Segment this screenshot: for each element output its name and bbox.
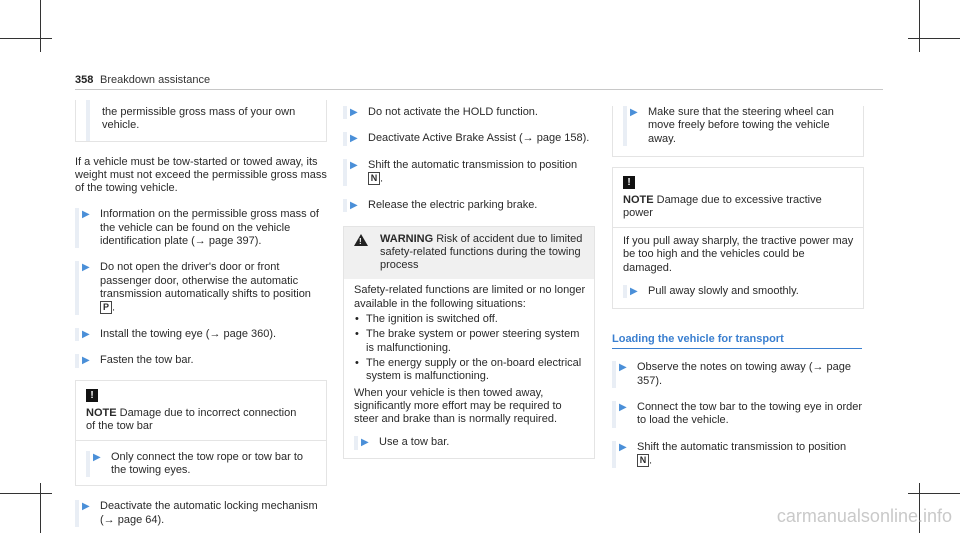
intro-paragraph: If a vehicle must be tow-started or towed away, its weight must not exceed the permissible gross mass of the towing vehicle. bbox=[75, 155, 327, 195]
arrow-icon: ▶ bbox=[82, 501, 90, 513]
arrow-icon: ▶ bbox=[93, 451, 101, 463]
note-heading bbox=[623, 194, 835, 221]
crop-mark bbox=[919, 0, 920, 52]
watermark: carmanualsonline.info bbox=[776, 506, 952, 526]
step-text: Information on the permissible gross mass of the vehicle can be found on the vehicle identification plate (→ page 397). bbox=[100, 208, 319, 248]
section-rule bbox=[612, 348, 862, 349]
warning-body bbox=[344, 279, 594, 457]
step-item bbox=[612, 361, 864, 388]
step-bar bbox=[86, 100, 90, 141]
crop-mark bbox=[908, 493, 960, 494]
step-item bbox=[75, 354, 327, 367]
exclamation-icon: ! bbox=[86, 389, 98, 402]
step-text: Observe the notes on towing away (→ page 357). bbox=[637, 361, 852, 387]
step-text: Make sure that the steering wheel can move freely before towing the vehicle away. bbox=[648, 106, 834, 145]
continued-warning-box bbox=[612, 106, 864, 157]
arrow-icon: ▶ bbox=[619, 441, 627, 453]
crop-mark bbox=[908, 38, 960, 39]
step-item bbox=[75, 328, 327, 341]
arrow-icon: ▶ bbox=[619, 401, 627, 413]
arrow-icon: ▶ bbox=[82, 209, 90, 221]
warning-after: When your vehicle is then towed away, significantly more effort may be required to steer and brake than is normally required. bbox=[354, 386, 562, 426]
step-item bbox=[343, 132, 595, 145]
step-text: Deactivate Active Brake Assist (→ page 158). bbox=[368, 132, 590, 145]
warning-header bbox=[344, 227, 594, 280]
step-item bbox=[612, 401, 864, 428]
column-2 bbox=[343, 94, 595, 459]
step-text: Install the towing eye (→ page 360). bbox=[100, 327, 277, 340]
note-box bbox=[75, 380, 327, 487]
arrow-icon: ▶ bbox=[350, 199, 358, 211]
step-text: Connect the tow bar to the towing eye in order to load the vehicle. bbox=[637, 400, 863, 427]
gear-n-symbol: N bbox=[368, 172, 380, 185]
arrow-icon: ▶ bbox=[82, 262, 90, 274]
step-item bbox=[612, 441, 864, 468]
gear-p-symbol: P bbox=[100, 301, 112, 314]
note-title: Damage due to excessive tractive power bbox=[623, 193, 822, 220]
column-3 bbox=[612, 94, 864, 468]
step-item bbox=[623, 285, 855, 298]
crop-mark bbox=[0, 493, 52, 494]
step-text: Shift the automatic transmission to position N . bbox=[637, 440, 847, 467]
list-item: • The brake system or power steering system is malfunctioning. bbox=[354, 328, 586, 355]
arrow-icon: ▶ bbox=[350, 133, 358, 145]
step-text: Do not open the driver's door or front passenger door, otherwise the automatic transmission automatically shifts to position P . bbox=[100, 261, 311, 314]
page-number: 358 bbox=[75, 74, 94, 86]
section-heading bbox=[612, 333, 864, 349]
header-rule bbox=[75, 89, 883, 90]
step-item bbox=[623, 106, 855, 146]
warning-label: WARNING bbox=[380, 232, 434, 245]
arrow-icon: ▶ bbox=[630, 107, 638, 118]
crop-mark bbox=[0, 38, 52, 39]
warning-title: Risk of accident due to limited safety-related functions during the towing process bbox=[380, 232, 583, 272]
arrow-icon: ▶ bbox=[350, 159, 358, 171]
warning-intro: Safety-related functions are limited or no longer available in the following situations: bbox=[354, 284, 586, 310]
step-text: Fasten the tow bar. bbox=[100, 354, 194, 367]
list-item: • The ignition is switched off. bbox=[354, 313, 586, 326]
step-text-main: Shift the automatic transmission to position bbox=[368, 158, 578, 171]
note-body-text: If you pull away sharply, the tractive power may be too high and the vehicles could be damaged. bbox=[623, 235, 854, 274]
note-heading bbox=[86, 407, 298, 434]
crop-mark bbox=[40, 483, 41, 533]
note-header bbox=[76, 381, 326, 440]
step-item bbox=[75, 208, 327, 248]
warning-list bbox=[354, 313, 586, 383]
arrow-icon: ▶ bbox=[350, 107, 358, 118]
step-text: Deactivate the automatic locking mechanism (→ page 64). bbox=[100, 500, 318, 526]
step-text: Only connect the tow rope or tow bar to the towing eyes. bbox=[111, 450, 303, 477]
note-title: Damage due to incorrect connection of the tow bar bbox=[86, 406, 297, 432]
step-item bbox=[343, 106, 595, 119]
exclamation-icon: ! bbox=[623, 176, 635, 189]
step-item bbox=[354, 436, 586, 449]
note-header bbox=[613, 168, 863, 227]
step-text-main: Do not open the driver's door or front passenger door, otherwise the automatic transmission automatically shifts to position bbox=[100, 261, 311, 300]
arrow-icon: ▶ bbox=[630, 286, 638, 298]
continued-note-box bbox=[75, 100, 327, 142]
step-text: Use a tow bar. bbox=[379, 436, 450, 449]
note-body bbox=[76, 440, 326, 486]
note-body bbox=[613, 227, 863, 308]
step-item bbox=[343, 159, 595, 186]
note-label: NOTE bbox=[623, 193, 654, 206]
step-text: Do not activate the HOLD function. bbox=[368, 106, 538, 118]
step-text: Pull away slowly and smoothly. bbox=[648, 285, 799, 298]
step-text: Release the electric parking brake. bbox=[368, 198, 538, 211]
warning-heading bbox=[380, 233, 586, 273]
step-text: Shift the automatic transmission to position N . bbox=[368, 158, 578, 185]
arrow-icon: ▶ bbox=[619, 362, 627, 374]
section-title: Loading the vehicle for transport bbox=[612, 333, 784, 346]
step-item bbox=[86, 451, 318, 478]
crop-mark bbox=[40, 0, 41, 52]
arrow-icon: ▶ bbox=[82, 355, 90, 367]
warning-triangle-icon: ! bbox=[354, 234, 368, 246]
continued-text: the permissible gross mass of your own vehicle. bbox=[102, 106, 296, 132]
gear-n-symbol: N bbox=[637, 454, 649, 467]
warning-box bbox=[343, 226, 595, 459]
step-item bbox=[75, 261, 327, 315]
note-box bbox=[612, 167, 864, 309]
list-item: • The energy supply or the on-board electrical system is malfunctioning. bbox=[354, 357, 586, 384]
running-title: Breakdown assistance bbox=[100, 74, 211, 86]
arrow-icon: ▶ bbox=[82, 328, 90, 340]
note-label: NOTE bbox=[86, 406, 117, 419]
column-1 bbox=[75, 100, 327, 527]
step-item bbox=[343, 199, 595, 212]
step-item bbox=[75, 500, 327, 527]
step-text-main: Shift the automatic transmission to position bbox=[637, 440, 847, 453]
arrow-icon: ▶ bbox=[361, 437, 369, 449]
